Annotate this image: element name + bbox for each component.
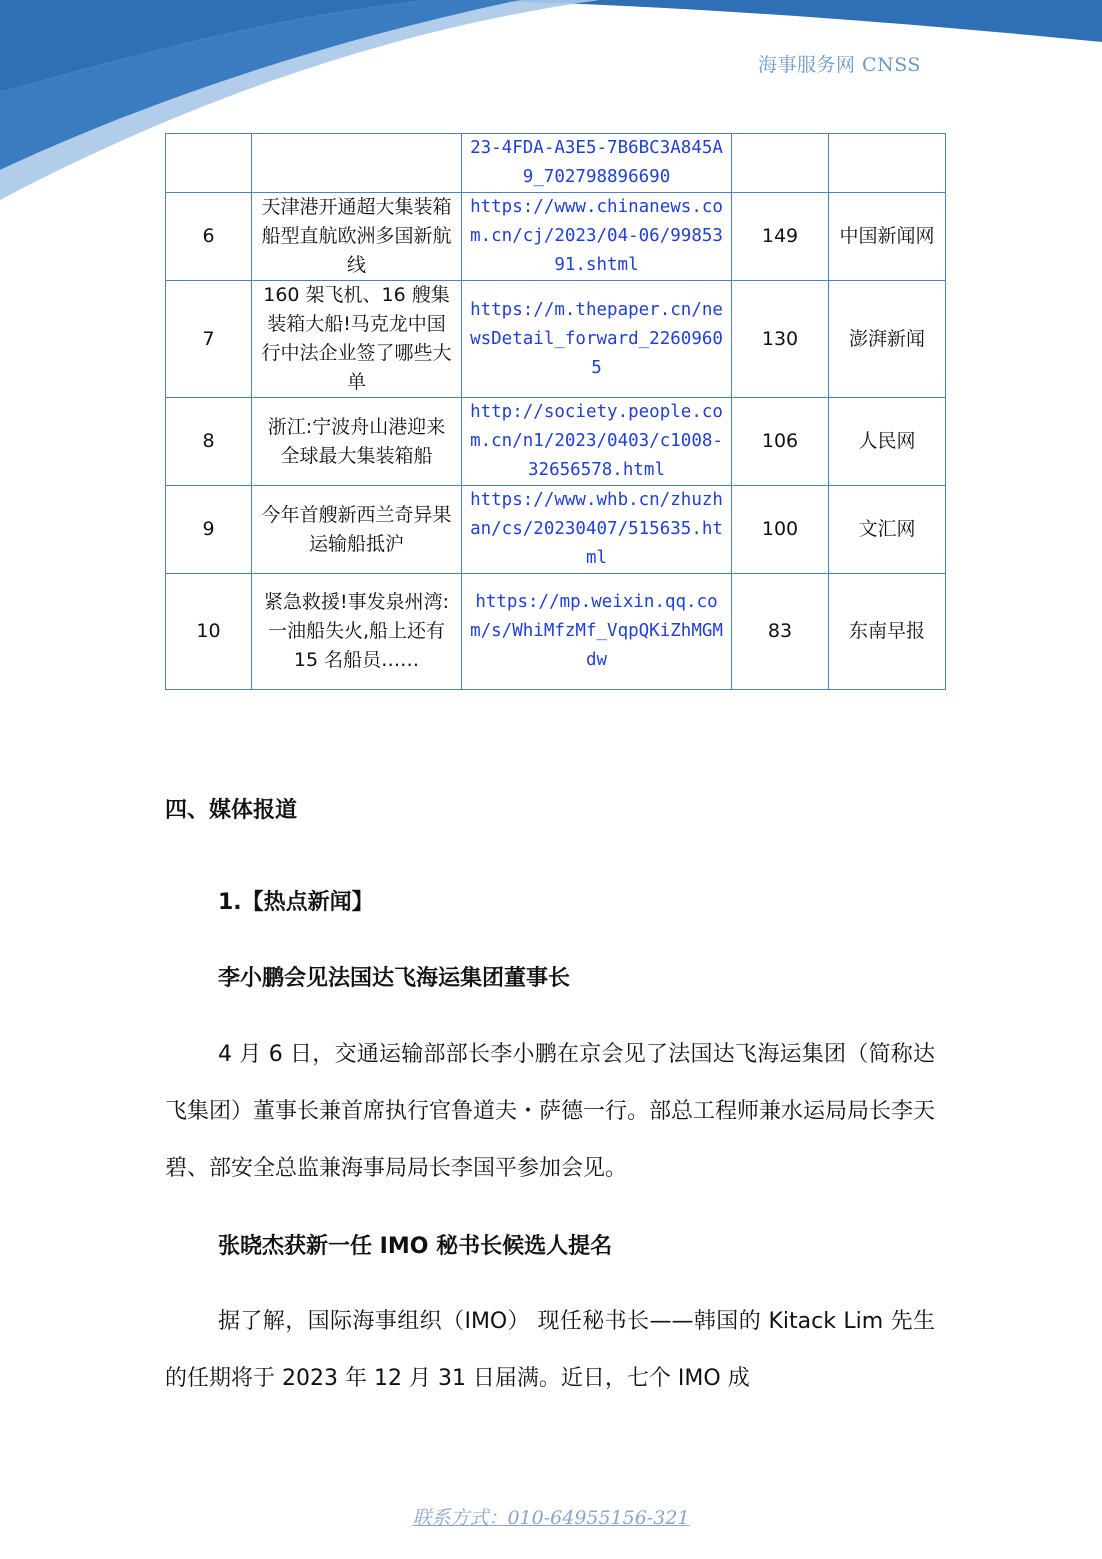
title-cell: 160 架飞机、16 艘集装箱大船!马克龙中国行中法企业签了哪些大单 — [252, 281, 462, 398]
section-heading: 四、媒体报道 — [165, 798, 298, 823]
table-row — [166, 574, 946, 690]
rank-cell: 10 — [166, 574, 252, 690]
rank-cell: 9 — [166, 486, 252, 574]
title-cell: 浙江:宁波舟山港迎来全球最大集装箱船 — [252, 398, 462, 486]
title-cell: 今年首艘新西兰奇异果运输船抵沪 — [252, 486, 462, 574]
footer-contact: 联系方式：010-64955156-321 — [412, 1507, 690, 1529]
rank-cell: 8 — [166, 398, 252, 486]
source-cell: 澎湃新闻 — [829, 281, 946, 398]
source-cell — [829, 134, 946, 193]
url-link[interactable]: 23-4FDA-A3E5-7B6BC3A845A9_702798896690 — [462, 134, 732, 193]
ranking-table — [165, 133, 946, 690]
source-cell: 人民网 — [829, 398, 946, 486]
table-row — [166, 398, 946, 486]
rank-cell: 6 — [166, 193, 252, 281]
article-body: 4 月 6 日，交通运输部部长李小鹏在京会见了法国达飞海运集团（简称达飞集团）董事长兼首席执行官鲁道夫・萨德一行。部总工程师兼水运局局长李天碧、部安全总监兼海事局局长李国平参加会见。 — [165, 1042, 936, 1181]
source-cell: 东南早报 — [829, 574, 946, 690]
count-cell — [732, 134, 829, 193]
source-cell: 文汇网 — [829, 486, 946, 574]
count-cell: 106 — [732, 398, 829, 486]
rank-cell: 7 — [166, 281, 252, 398]
subsection-heading: 1.【热点新闻】 — [218, 890, 374, 915]
title-cell: 紧急救援!事发泉州湾:一油船失火,船上还有 15 名船员…… — [252, 574, 462, 690]
rank-cell — [166, 134, 252, 193]
table-row — [166, 193, 946, 281]
article-title: 张晓杰获新一任 IMO 秘书长候选人提名 — [218, 1234, 613, 1259]
table-row — [166, 486, 946, 574]
count-cell: 149 — [732, 193, 829, 281]
table-row — [166, 134, 946, 193]
count-cell: 130 — [732, 281, 829, 398]
site-name: 海事服务网 CNSS — [758, 54, 921, 76]
source-cell: 中国新闻网 — [829, 193, 946, 281]
article-title: 李小鹏会见法国达飞海运集团董事长 — [218, 966, 571, 991]
url-link[interactable]: https://www.chinanews.com.cn/cj/2023/04-06/9985391.shtml — [462, 193, 732, 281]
count-cell: 100 — [732, 486, 829, 574]
count-cell: 83 — [732, 574, 829, 690]
url-link[interactable]: https://m.thepaper.cn/newsDetail_forward_22609605 — [462, 281, 732, 398]
url-link[interactable]: http://society.people.com.cn/n1/2023/0403/c1008-32656578.html — [462, 398, 732, 486]
table-row — [166, 281, 946, 398]
url-link[interactable]: https://mp.weixin.qq.com/s/WhiMfzMf_VqpQKiZhMGMdw — [462, 574, 732, 690]
url-link[interactable]: https://www.whb.cn/zhuzhan/cs/20230407/515635.html — [462, 486, 732, 574]
title-cell: 天津港开通超大集装箱船型直航欧洲多国新航线 — [252, 193, 462, 281]
title-cell — [252, 134, 462, 193]
article-body: 据了解，国际海事组织（IMO） 现任秘书长——韩国的 Kitack Lim 先生的任期将于 2023 年 12 月 31 日届满。近日，七个 IMO 成 — [165, 1309, 935, 1391]
